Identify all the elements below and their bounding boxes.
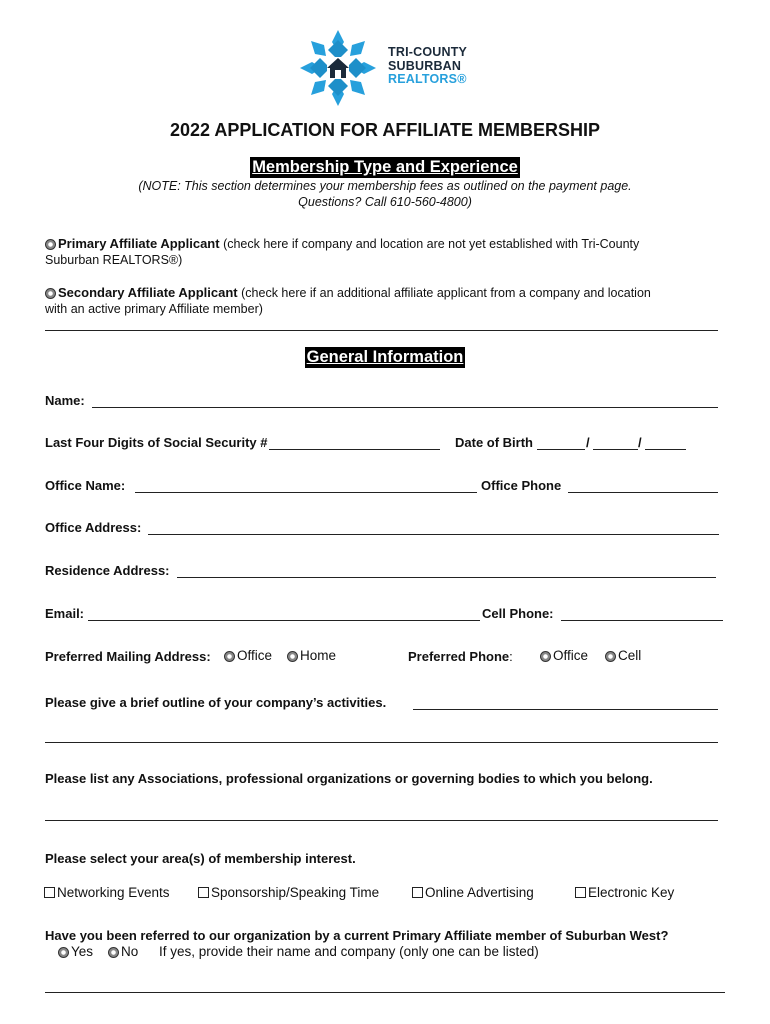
residence-address-label: Residence Address: <box>45 563 170 578</box>
pref-mailing-office-radio[interactable] <box>224 651 235 662</box>
interest-online-advertising-text: Online Advertising <box>425 885 534 900</box>
interest-networking-checkbox[interactable] <box>44 887 55 898</box>
dob-day-field[interactable] <box>593 449 638 450</box>
general-section-header: General Information <box>306 348 464 366</box>
referred-yes-text: Yes <box>71 944 94 959</box>
office-phone-field[interactable] <box>568 492 718 493</box>
interest-networking-text: Networking Events <box>57 885 170 900</box>
logo-text <box>388 46 467 87</box>
office-name-field[interactable] <box>135 492 477 493</box>
section-divider <box>45 330 718 331</box>
pref-mailing-home-option[interactable] <box>287 648 336 663</box>
pref-phone-office-option[interactable] <box>540 648 588 663</box>
pref-phone-office-text: Office <box>553 648 589 663</box>
cell-phone-field[interactable] <box>561 620 723 621</box>
pref-phone-cell-option[interactable] <box>605 648 641 663</box>
interest-sponsorship-checkbox[interactable] <box>198 887 209 898</box>
secondary-affiliate-desc-1: (check here if an additional affiliate applicant from a company and location <box>241 286 651 300</box>
primary-affiliate-label: Primary Affiliate Applicant <box>58 236 220 251</box>
referred-yes-option[interactable] <box>58 944 93 959</box>
cell-phone-label: Cell Phone: <box>482 606 554 621</box>
activities-label: Please give a brief outline of your company’s activities. <box>45 695 387 710</box>
membership-section-header: Membership Type and Experience <box>252 158 518 176</box>
logo-line-2: SUBURBAN <box>388 58 462 73</box>
membership-note <box>0 178 770 210</box>
referred-field[interactable] <box>45 992 725 993</box>
interest-electronic-key-checkbox[interactable] <box>575 887 586 898</box>
office-phone-label: Office Phone <box>481 478 562 493</box>
associations-field[interactable] <box>45 820 718 821</box>
primary-affiliate-desc-2: Suburban REALTORS®) <box>45 253 183 267</box>
general-header-wrap <box>0 347 770 368</box>
residence-address-field[interactable] <box>177 577 716 578</box>
referred-no-radio[interactable] <box>108 947 119 958</box>
interest-label: Please select your area(s) of membership interest. <box>45 851 356 866</box>
ssn-label: Last Four Digits of Social Security # <box>45 435 268 450</box>
secondary-affiliate-label: Secondary Affiliate Applicant <box>58 285 238 300</box>
dob-separator-2: / <box>638 435 642 450</box>
pref-mailing-label: Preferred Mailing Address: <box>45 649 211 664</box>
pref-mailing-home-text: Home <box>300 648 337 663</box>
primary-affiliate-desc-1: (check here if company and location are not yet established with Tri-County <box>223 237 640 251</box>
interest-electronic-key-text: Electronic Key <box>588 885 675 900</box>
pref-phone-cell-text: Cell <box>618 648 642 663</box>
pref-phone-colon: : <box>509 649 513 664</box>
pref-mailing-office-text: Office <box>237 648 273 663</box>
pref-phone-label-wrap <box>408 649 513 664</box>
note-line-2: Questions? Call 610-560-4800) <box>298 195 472 209</box>
pref-phone-office-radio[interactable] <box>540 651 551 662</box>
interest-networking-option[interactable] <box>44 885 170 900</box>
pref-phone-label: Preferred Phone <box>408 649 510 664</box>
activities-field-1[interactable] <box>413 709 718 710</box>
secondary-affiliate-radio[interactable] <box>45 288 56 299</box>
snowflake-house-logo-icon <box>298 28 378 108</box>
pref-phone-cell-radio[interactable] <box>605 651 616 662</box>
membership-header-wrap <box>0 157 770 178</box>
office-address-field[interactable] <box>148 534 719 535</box>
dob-separator-1: / <box>586 435 590 450</box>
page-title: 2022 APPLICATION FOR AFFILIATE MEMBERSHIP <box>169 120 601 140</box>
dob-label: Date of Birth <box>455 435 533 450</box>
primary-affiliate-option <box>45 236 735 268</box>
interest-electronic-key-option[interactable] <box>575 885 674 900</box>
logo-line-3: REALTORS® <box>388 72 467 86</box>
office-name-label: Office Name: <box>45 478 126 493</box>
associations-label: Please list any Associations, professional organizations or governing bodies to which you belong. <box>45 771 653 786</box>
interest-online-advertising-checkbox[interactable] <box>412 887 423 898</box>
activities-field-2[interactable] <box>45 742 718 743</box>
dob-year-field[interactable] <box>645 449 686 450</box>
pref-mailing-home-radio[interactable] <box>287 651 298 662</box>
secondary-affiliate-desc-2: with an active primary Affiliate member) <box>45 302 263 316</box>
referred-note: If yes, provide their name and company (only one can be listed) <box>159 944 539 959</box>
interest-online-advertising-option[interactable] <box>412 885 534 900</box>
referred-no-text: No <box>121 944 139 959</box>
primary-affiliate-radio[interactable] <box>45 239 56 250</box>
interest-sponsorship-text: Sponsorship/Speaking Time <box>211 885 380 900</box>
referred-no-option[interactable] <box>108 944 138 959</box>
dob-month-field[interactable] <box>537 449 585 450</box>
pref-mailing-office-option[interactable] <box>224 648 272 663</box>
email-field[interactable] <box>88 620 480 621</box>
secondary-affiliate-option <box>45 285 735 317</box>
ssn-field[interactable] <box>269 449 440 450</box>
name-label: Name: <box>45 393 85 408</box>
logo-line-1: TRI-COUNTY <box>388 45 468 59</box>
email-label: Email: <box>45 606 85 621</box>
name-field[interactable] <box>92 407 718 408</box>
office-address-label: Office Address: <box>45 520 142 535</box>
referred-yes-radio[interactable] <box>58 947 69 958</box>
note-line-1: (NOTE: This section determines your membership fees as outlined on the payment page. <box>138 179 632 193</box>
referred-label: Have you been referred to our organization by a current Primary Affiliate member of Suburban West? <box>45 928 669 943</box>
interest-sponsorship-option[interactable] <box>198 885 379 900</box>
